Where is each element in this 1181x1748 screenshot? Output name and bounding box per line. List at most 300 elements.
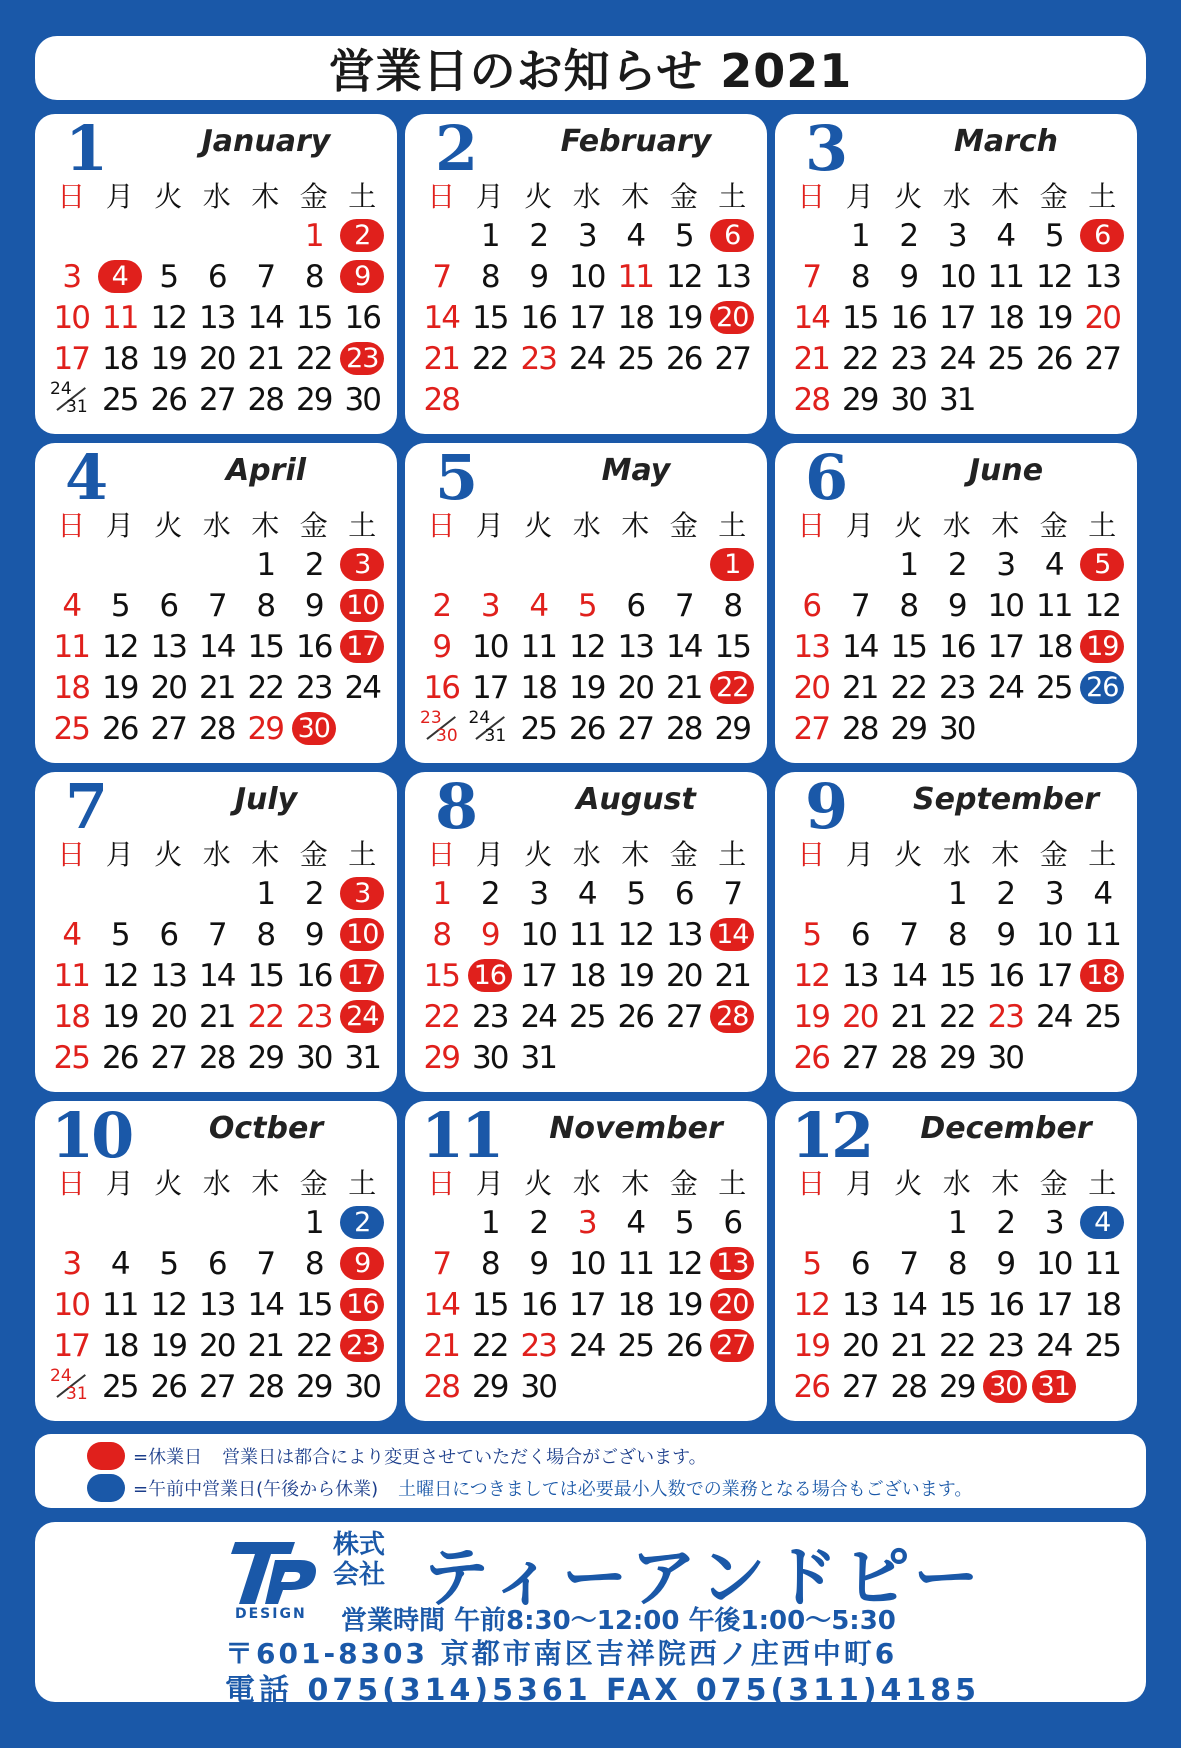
weekday-header: 日 [427,1166,456,1200]
day: 10 [53,299,89,336]
day: 20 [150,669,186,706]
day: 8 [304,258,323,295]
day: 21 [890,1327,926,1364]
day: 9 [899,258,918,295]
month-panel [775,443,1137,763]
day: 9 [996,916,1015,953]
day-grid [47,503,387,749]
day: 7 [256,258,275,295]
legend [35,1434,1146,1508]
day: 26 [617,998,653,1035]
day: 21 [247,1327,283,1364]
weekday-header: 金 [1039,1166,1068,1200]
empty-day [47,215,96,256]
month-number: 8 [435,770,479,843]
day: 4 [1093,875,1112,912]
company-kaisha: 株式会社 [333,1530,386,1590]
holiday-marker: 27 [710,1329,754,1362]
day: 12 [1084,587,1120,624]
weekday-header: 火 [894,1166,923,1200]
day: 6 [850,916,869,953]
holiday-marker: 16 [468,959,512,992]
day: 26 [793,1039,829,1076]
morning-marker: 26 [1080,671,1124,704]
day: 9 [996,1245,1015,1282]
day: 3 [996,546,1015,583]
day: 25 [520,710,556,747]
day: 7 [723,875,742,912]
month-name: April [225,453,307,488]
day: 19 [102,998,138,1035]
weekday-header: 月 [105,508,134,542]
weekday-header: 土 [348,1166,377,1200]
day: 21 [890,998,926,1035]
weekday-header: 土 [348,837,377,871]
day: 19 [150,1327,186,1364]
day: 16 [520,299,556,336]
day: 11 [1084,1245,1120,1282]
empty-day [47,544,96,585]
month-name: November [549,1111,723,1146]
day-grid [417,503,757,749]
month-number: 12 [791,1099,872,1172]
day: 12 [666,258,702,295]
weekday-header: 水 [202,508,231,542]
day: 9 [529,258,548,295]
month-name: February [560,124,712,159]
day: 17 [939,299,975,336]
weekday-header: 土 [718,179,747,213]
empty-day [193,544,242,585]
day: 28 [890,1368,926,1405]
day: 22 [423,998,459,1035]
empty-day [417,215,466,256]
empty-day [787,544,836,585]
month-panel [775,1101,1137,1421]
combined-day-first: 24 [468,708,491,728]
weekday-header: 日 [57,837,86,871]
month-panel [405,772,767,1092]
day: 26 [793,1368,829,1405]
weekday-header: 日 [797,179,826,213]
day: 30 [344,1368,380,1405]
day: 20 [1084,299,1120,336]
weekday-header: 水 [572,837,601,871]
month-name: Octber [208,1111,324,1146]
month-number: 5 [435,441,479,514]
day: 3 [577,1204,596,1241]
month-name: January [201,124,331,159]
empty-day [144,215,193,256]
weekday-header: 土 [718,508,747,542]
holiday-marker: 1 [710,548,754,581]
day: 3 [1044,1204,1063,1241]
legend-closed-note: 営業日は都合により変更させていただく場合がございます。 [222,1447,707,1468]
day: 7 [256,1245,275,1282]
weekday-header: 火 [524,508,553,542]
month-panel [405,443,767,763]
holiday-day [708,667,757,708]
weekday-header: 木 [991,837,1020,871]
holiday-day [338,256,387,297]
weekday-header: 月 [475,179,504,213]
holiday-day [290,708,339,749]
day: 30 [472,1039,508,1076]
holiday-marker: 23 [340,342,384,375]
day: 20 [150,998,186,1035]
empty-day [884,873,933,914]
weekday-header: 木 [991,179,1020,213]
weekday-header: 水 [572,508,601,542]
day: 18 [53,669,89,706]
day: 30 [296,1039,332,1076]
holiday-marker: 6 [1080,219,1124,252]
month-panel [35,114,397,434]
day: 26 [102,1039,138,1076]
month-name: August [576,782,696,817]
day: 15 [423,957,459,994]
day: 25 [987,340,1023,377]
day: 17 [987,628,1023,665]
day: 11 [617,1245,653,1282]
day: 3 [62,258,81,295]
weekday-header: 月 [845,1166,874,1200]
day: 27 [199,1368,235,1405]
day: 4 [626,1204,645,1241]
day: 26 [666,340,702,377]
empty-day [836,1202,885,1243]
weekday-header: 火 [524,837,553,871]
day: 22 [247,669,283,706]
day-grid [417,832,757,1078]
day: 13 [842,1286,878,1323]
day: 19 [150,340,186,377]
day: 10 [569,258,605,295]
day: 4 [1044,546,1063,583]
day: 1 [480,1204,499,1241]
day: 17 [53,1327,89,1364]
logo-design-text: DESIGN [235,1606,307,1622]
holiday-day [338,544,387,585]
combined-day [466,708,515,749]
month-name: July [234,782,298,817]
day: 14 [842,628,878,665]
holiday-marker: 31 [1032,1370,1076,1403]
day: 23 [520,1327,556,1364]
holiday-day [708,1284,757,1325]
day: 22 [296,1327,332,1364]
holiday-marker: 6 [710,219,754,252]
weekday-header: 水 [942,837,971,871]
weekday-header: 水 [942,508,971,542]
weekday-header: 木 [621,508,650,542]
weekday-header: 金 [299,179,328,213]
weekday-header: 木 [251,508,280,542]
holiday-marker: 5 [1080,548,1124,581]
weekday-header: 木 [621,179,650,213]
weekday-header: 金 [299,1166,328,1200]
combined-day [47,1366,96,1407]
day: 16 [890,299,926,336]
day: 18 [617,1286,653,1323]
day: 13 [666,916,702,953]
day: 27 [617,710,653,747]
day: 24 [1036,998,1072,1035]
weekday-header: 月 [105,179,134,213]
day: 28 [793,381,829,418]
legend-morning-label: =午前中営業日(午後から休業) [133,1479,379,1500]
day: 17 [1036,1286,1072,1323]
month-name: May [601,453,671,488]
morning-marker: 2 [340,1206,384,1239]
day: 20 [793,669,829,706]
month-number: 3 [805,112,849,185]
day: 2 [529,217,548,254]
holiday-day [338,1243,387,1284]
weekday-header: 日 [57,508,86,542]
holiday-day [466,955,515,996]
day: 12 [150,1286,186,1323]
day: 19 [617,957,653,994]
day: 29 [939,1039,975,1076]
day: 19 [793,998,829,1035]
day: 15 [247,957,283,994]
day: 22 [890,669,926,706]
day: 12 [102,628,138,665]
day: 15 [939,1286,975,1323]
day: 9 [947,587,966,624]
holiday-marker: 17 [340,959,384,992]
day: 23 [520,340,556,377]
day: 29 [939,1368,975,1405]
holiday-marker: 20 [710,301,754,334]
weekday-header: 日 [797,508,826,542]
month-panel [35,443,397,763]
holiday-marker: 3 [340,877,384,910]
day: 27 [714,340,750,377]
day: 5 [674,1204,693,1241]
day: 24 [1036,1327,1072,1364]
holiday-day [1078,955,1127,996]
day: 20 [842,998,878,1035]
legend-closed-row [87,1442,727,1470]
day: 27 [199,381,235,418]
empty-day [611,544,660,585]
empty-day [144,873,193,914]
day: 13 [1084,258,1120,295]
day: 19 [569,669,605,706]
day: 4 [626,217,645,254]
day: 4 [110,1245,129,1282]
weekday-header: 土 [1088,837,1117,871]
day: 7 [899,916,918,953]
day: 22 [939,998,975,1035]
day: 7 [674,587,693,624]
day: 31 [344,1039,380,1076]
day: 10 [520,916,556,953]
holiday-day [708,215,757,256]
weekday-header: 火 [524,179,553,213]
morning-day [1078,667,1127,708]
day: 22 [247,998,283,1035]
holiday-marker: 9 [340,260,384,293]
day: 17 [569,299,605,336]
day: 1 [899,546,918,583]
day: 5 [802,1245,821,1282]
weekday-header: 月 [475,837,504,871]
day: 28 [247,1368,283,1405]
day: 28 [199,710,235,747]
day: 12 [793,957,829,994]
day: 29 [247,710,283,747]
day: 13 [199,299,235,336]
day: 16 [344,299,380,336]
day: 11 [617,258,653,295]
day: 23 [296,669,332,706]
holiday-marker: 4 [98,260,142,293]
day: 12 [150,299,186,336]
weekday-header: 月 [105,837,134,871]
day: 7 [802,258,821,295]
day: 16 [296,957,332,994]
weekday-header: 日 [427,837,456,871]
holiday-day [708,297,757,338]
day: 28 [423,381,459,418]
combined-day-second: 30 [436,726,458,746]
day: 27 [793,710,829,747]
holiday-day [338,1284,387,1325]
day: 2 [480,875,499,912]
day: 9 [432,628,451,665]
day: 30 [344,381,380,418]
weekday-header: 水 [942,179,971,213]
holiday-day [708,1243,757,1284]
day: 1 [304,217,323,254]
empty-day [787,873,836,914]
holiday-day [1078,626,1127,667]
day: 22 [472,340,508,377]
day: 17 [472,669,508,706]
day: 15 [296,299,332,336]
day: 25 [102,1368,138,1405]
holiday-marker: 16 [340,1288,384,1321]
empty-day [660,544,709,585]
holiday-marker: 10 [340,918,384,951]
day: 17 [53,340,89,377]
day: 2 [947,546,966,583]
day: 19 [666,299,702,336]
day-grid [417,1161,757,1407]
day: 1 [304,1204,323,1241]
weekday-header: 木 [251,837,280,871]
month-name: September [913,782,1099,817]
holiday-marker: 19 [1080,630,1124,663]
day: 26 [569,710,605,747]
day: 24 [344,669,380,706]
weekday-header: 火 [154,179,183,213]
page-title: 営業日のお知らせ 2021 [328,44,853,98]
empty-day [884,1202,933,1243]
business-hours: 営業時間 午前8:30〜12:00 午後1:00〜5:30 [341,1606,896,1636]
day: 15 [842,299,878,336]
day: 7 [899,1245,918,1282]
holiday-day [1078,215,1127,256]
day: 11 [520,628,556,665]
day: 30 [987,1039,1023,1076]
holiday-day [1078,544,1127,585]
weekday-header: 土 [348,179,377,213]
day-grid [417,174,757,420]
weekday-header: 土 [1088,179,1117,213]
day: 16 [520,1286,556,1323]
month-number: 11 [421,1099,502,1172]
empty-day [193,1202,242,1243]
company-address: 〒601-8303 京都市南区吉祥院西ノ庄西中町6 [225,1637,898,1670]
holiday-marker: 2 [340,219,384,252]
day: 31 [939,381,975,418]
day: 15 [472,299,508,336]
weekday-header: 金 [669,508,698,542]
company-panel [35,1522,1146,1708]
month-name: March [953,124,1059,159]
month-number: 4 [65,441,109,514]
day: 16 [987,957,1023,994]
day: 8 [256,916,275,953]
weekday-header: 金 [1039,179,1068,213]
day: 4 [62,587,81,624]
day: 10 [53,1286,89,1323]
day: 3 [62,1245,81,1282]
day: 29 [247,1039,283,1076]
weekday-header: 木 [991,508,1020,542]
weekday-header: 火 [154,1166,183,1200]
day: 29 [296,1368,332,1405]
month-number: 9 [805,770,849,843]
day: 1 [256,546,275,583]
combined-day-first: 24 [50,1366,72,1386]
day: 18 [102,340,138,377]
day: 1 [432,875,451,912]
morning-marker: 4 [1080,1206,1124,1239]
day: 6 [159,587,178,624]
day: 11 [102,1286,138,1323]
empty-day [466,544,515,585]
combined-day-second: 31 [484,726,507,746]
month-number: 10 [51,1099,132,1172]
day: 22 [296,340,332,377]
day: 27 [1084,340,1120,377]
holiday-marker: 13 [710,1247,754,1280]
weekday-header: 月 [105,1166,134,1200]
weekday-header: 月 [845,837,874,871]
day: 24 [987,669,1023,706]
day-grid [47,1161,387,1407]
day: 18 [1036,628,1072,665]
empty-day [96,873,145,914]
day: 10 [1036,916,1072,953]
day: 25 [617,1327,653,1364]
day: 2 [304,875,323,912]
day: 6 [850,1245,869,1282]
month-panel [405,1101,767,1421]
empty-day [96,1202,145,1243]
day: 26 [666,1327,702,1364]
weekday-header: 木 [991,1166,1020,1200]
day: 7 [207,916,226,953]
holiday-day [338,914,387,955]
weekday-header: 火 [894,179,923,213]
title-banner [35,36,1146,100]
